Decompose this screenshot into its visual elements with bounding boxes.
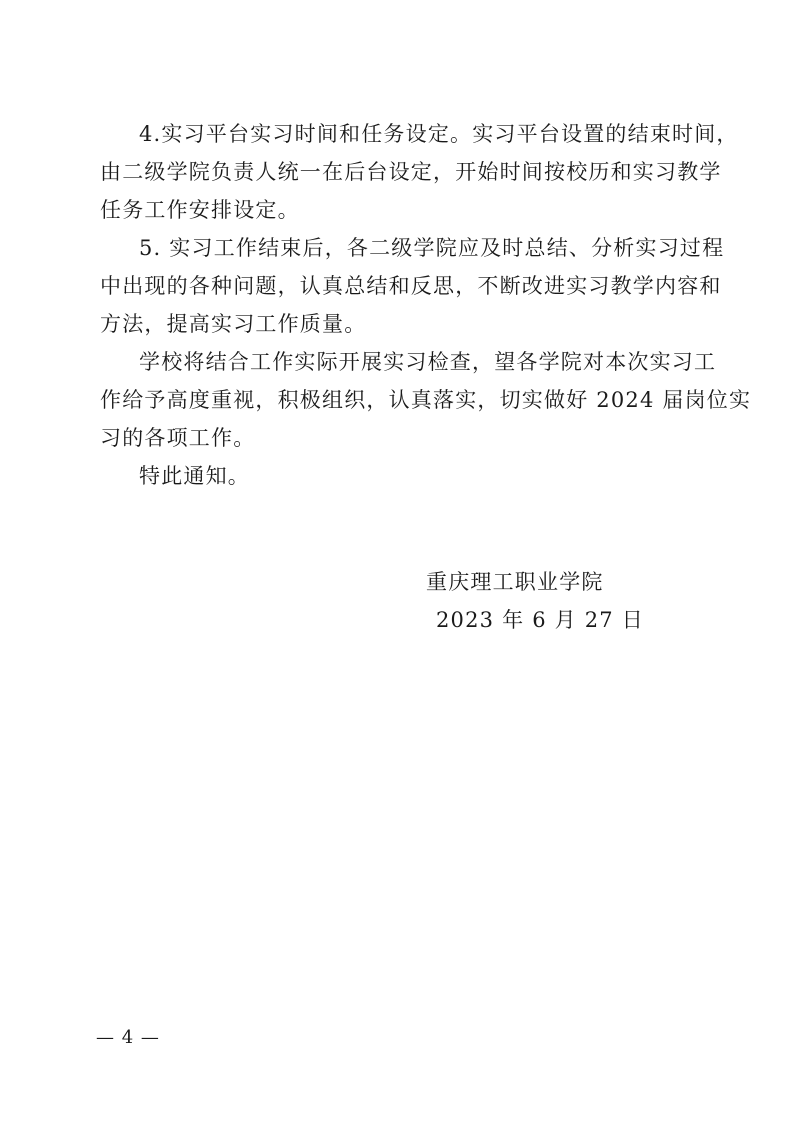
paragraph-5-line-1: 5. 实习工作结束后，各二级学院应及时总结、分析实习过程: [139, 236, 725, 260]
page-number: — 4 —: [96, 1027, 160, 1048]
paragraph-4-line-2: 由二级学院负责人统一在后台设定，开始时间按校历和实习教学: [100, 160, 722, 184]
paragraph-4-line-3: 任务工作安排设定。: [100, 198, 300, 222]
signature-date: 2023 年 6 月 27 日: [436, 608, 644, 632]
closing-paragraph-line-3: 习的各项工作。: [100, 426, 256, 450]
paragraph-5-line-2: 中出现的各种问题，认真总结和反思，不断改进实习教学内容和: [100, 274, 722, 298]
closing-paragraph-line-2: 作给予高度重视，积极组织，认真落实，切实做好 2024 届岗位实: [100, 388, 752, 412]
signature-organization: 重庆理工职业学院: [426, 570, 604, 594]
closing-paragraph-line-1: 学校将结合工作实际开展实习检查，望各学院对本次实习工: [139, 350, 717, 374]
notice-ending: 特此通知。: [139, 464, 250, 488]
paragraph-4-line-1: 4.实习平台实习时间和任务设定。实习平台设置的结束时间，: [139, 122, 739, 146]
paragraph-5-line-3: 方法，提高实习工作质量。: [100, 312, 367, 336]
